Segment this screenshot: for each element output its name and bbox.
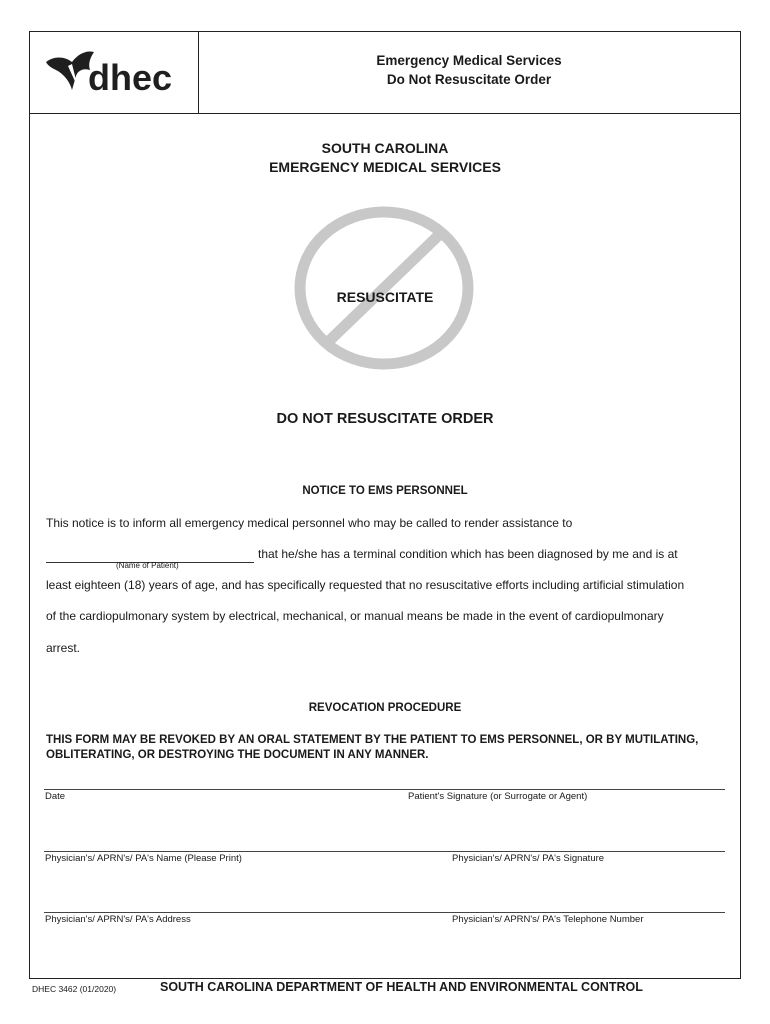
- title-line-2: Do Not Resuscitate Order: [386, 72, 552, 87]
- notice-line-4: of the cardiopulmonary system by electrical, mechanical, or manual means be made in the event of cardiopulmonary: [46, 609, 664, 623]
- patient-signature-label: Patient's Signature (or Surrogate or Agent): [408, 791, 588, 802]
- form-number: DHEC 3462 (01/2020): [32, 984, 117, 994]
- physician-signature-label: Physician's/ APRN's/ PA's Signature: [452, 853, 605, 864]
- revocation-text: THIS FORM MAY BE REVOKED BY AN ORAL STATEMENT BY THE PATIENT TO EMS PERSONNEL, OR BY MUTILATING, OBLITERATING, OR DESTROYING THE DOCUMENT IN ANY MANNER.: [46, 734, 699, 761]
- order-title: DO NOT RESUSCITATE ORDER: [276, 411, 494, 427]
- notice-line-3: least eighteen (18) years of age, and has specifically requested that no resuscitative efforts including artificial stimulation: [46, 578, 685, 592]
- title-line-1: Emergency Medical Services: [376, 53, 562, 68]
- physician-address-line[interactable]: [44, 912, 725, 913]
- logo-cell: [30, 32, 199, 113]
- notice-line-5: arrest.: [46, 641, 81, 655]
- footer-agency: SOUTH CAROLINA DEPARTMENT OF HEALTH AND ENVIRONMENTAL CONTROL: [160, 980, 643, 994]
- physician-address-label: Physician's/ APRN's/ PA's Address: [45, 914, 191, 925]
- form-title: [198, 32, 740, 113]
- patient-name-caption: (Name of Patient): [116, 561, 179, 570]
- date-label: Date: [45, 791, 66, 802]
- dhec-logo: [42, 42, 187, 102]
- physician-phone-label: Physician's/ APRN's/ PA's Telephone Number: [452, 914, 644, 925]
- state-heading-2: EMERGENCY MEDICAL SERVICES: [269, 159, 501, 175]
- revocation-heading: REVOCATION PROCEDURE: [308, 702, 462, 714]
- physician-name-line[interactable]: [44, 851, 725, 852]
- physician-name-label: Physician's/ APRN's/ PA's Name (Please Print): [45, 853, 242, 864]
- state-heading-1: SOUTH CAROLINA: [321, 140, 449, 156]
- resuscitate-label: RESUSCITATE: [336, 289, 434, 305]
- notice-line-2: that he/she has a terminal condition which has been diagnosed by me and is at: [258, 547, 678, 561]
- form-header: [30, 32, 740, 114]
- date-signature-line[interactable]: [44, 789, 725, 790]
- no-resuscitate-symbol: [292, 206, 476, 370]
- notice-heading: NOTICE TO EMS PERSONNEL: [302, 485, 468, 497]
- svg-text:dhec: dhec: [88, 57, 173, 98]
- notice-line-1: This notice is to inform all emergency medical personnel who may be called to render assistance to: [46, 516, 573, 530]
